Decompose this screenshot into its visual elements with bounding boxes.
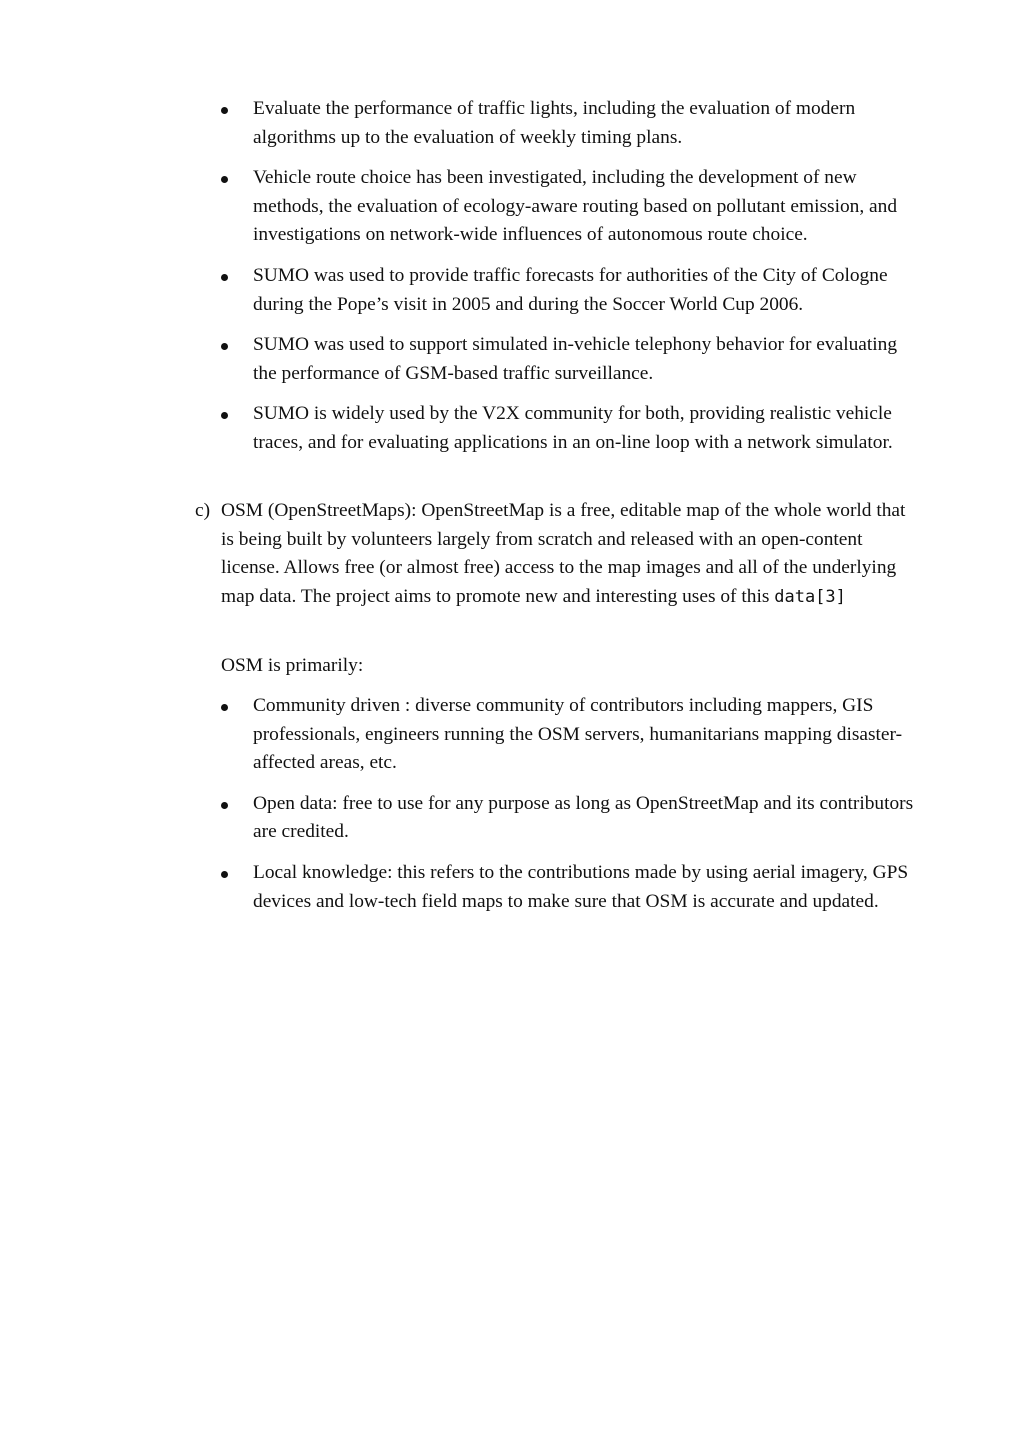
bullet-icon <box>221 704 228 711</box>
list-item-text: Vehicle route choice has been investigated, including the development of new methods, the evaluation of ecology-aware routing based on pollutant emission, and investigations on network-wide influences of autonomous route choice. <box>253 167 898 246</box>
list-item-text: SUMO was used to provide traffic forecasts for authorities of the City of Cologne during the Pope’s visit in 2005 and during the Soccer World Cup 2006. <box>253 264 888 315</box>
list-item <box>0 164 923 250</box>
bullet-icon <box>221 871 228 878</box>
citation: data[3] <box>774 586 846 607</box>
bullet-icon <box>221 107 228 114</box>
list-item <box>0 400 923 457</box>
bullet-icon <box>221 274 228 281</box>
list-item-text: Evaluate the performance of traffic lights, including the evaluation of modern algorithms up to the evaluation of weekly timing plans. <box>253 98 856 148</box>
list-item <box>0 331 923 388</box>
osm-description <box>221 497 921 611</box>
list-item <box>0 859 923 916</box>
list-item-text: Community driven : diverse community of contributors including mappers, GIS professionals, engineers running the OSM servers, humanitarians mapping disaster-affected areas, etc. <box>253 695 903 774</box>
list-item <box>0 262 923 319</box>
list-item-text: SUMO was used to support simulated in-vehicle telephony behavior for evaluating the performance of GSM-based traffic surveillance. <box>253 334 898 384</box>
sumo-uses-list <box>0 95 923 458</box>
osm-section <box>0 497 1024 611</box>
bullet-icon <box>221 412 228 419</box>
osm-traits-list <box>0 692 923 916</box>
bullet-icon <box>221 176 228 183</box>
list-item-text: Local knowledge: this refers to the contributions made by using aerial imagery, GPS devices and low-tech field maps to make sure that OSM is accurate and updated. <box>253 861 909 912</box>
list-item <box>0 692 923 778</box>
bullet-icon <box>221 343 228 350</box>
list-item-text: Open data: free to use for any purpose as long as OpenStreetMap and its contributors are credited. <box>253 792 914 843</box>
list-item-text: SUMO is widely used by the V2X community for both, providing realistic vehicle traces, and for evaluating applications in an on-line loop with a network simulator. <box>253 403 893 453</box>
osm-primarily-heading: OSM is primarily: <box>221 655 364 676</box>
list-item <box>0 790 923 847</box>
list-marker: c) <box>195 500 211 521</box>
list-item <box>0 95 923 152</box>
osm-description-text: OSM (OpenStreetMaps): OpenStreetMap is a free, editable map of the whole world that is being built by volunteers largely from scratch and released with an open-content license. Allows free (or almost free) access to the map images and all of the underlying map data. The project aims to promote new and interesting uses of this <box>221 500 906 607</box>
bullet-icon <box>221 802 228 809</box>
